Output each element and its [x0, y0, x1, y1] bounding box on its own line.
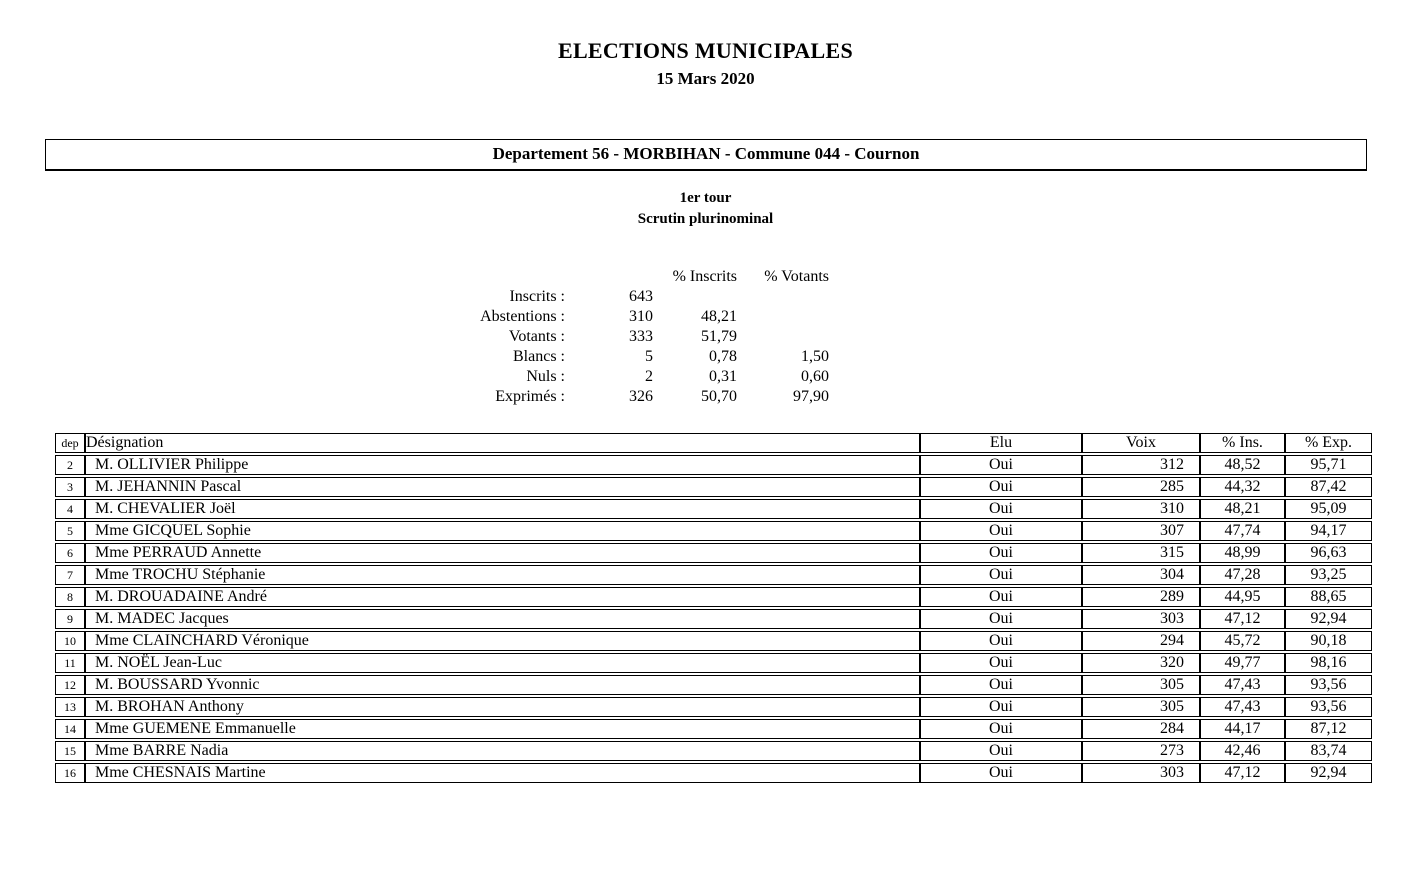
- summary-pct-votants: 1,50: [801, 348, 829, 365]
- summary-label: Blancs :: [513, 348, 565, 365]
- summary-pct-inscrits: 50,70: [701, 388, 737, 405]
- result-voix: 305: [1082, 697, 1200, 717]
- summary-pct-inscrits: 0,78: [709, 348, 737, 365]
- result-elu: Oui: [920, 763, 1082, 783]
- page-title: ELECTIONS MUNICIPALES: [557, 38, 853, 63]
- result-designation: M. BOUSSARD Yvonnic: [85, 675, 920, 695]
- results-header-row: [55, 433, 1372, 453]
- summary-count: 333: [629, 328, 653, 345]
- result-pct-ins: 42,46: [1200, 741, 1285, 761]
- result-pct-exp: 87,42: [1285, 477, 1372, 497]
- result-pct-exp: 83,74: [1285, 741, 1372, 761]
- result-pct-ins: 44,95: [1200, 587, 1285, 607]
- summary-body: [365, 287, 829, 407]
- result-pct-ins: 47,43: [1200, 697, 1285, 717]
- summary-row: [365, 327, 829, 347]
- result-pct-exp: 92,94: [1285, 609, 1372, 629]
- result-pct-ins: 48,21: [1200, 499, 1285, 519]
- result-pct-ins: 47,74: [1200, 521, 1285, 541]
- table-row: [55, 565, 1372, 585]
- summary-header-pct-inscrits: % Inscrits: [672, 268, 737, 285]
- result-elu: Oui: [920, 741, 1082, 761]
- result-pct-ins: 44,32: [1200, 477, 1285, 497]
- result-pct-exp: 94,17: [1285, 521, 1372, 541]
- result-pct-ins: 48,52: [1200, 455, 1285, 475]
- result-pct-ins: 49,77: [1200, 653, 1285, 673]
- result-designation: M. MADEC Jacques: [85, 609, 920, 629]
- result-pct-exp: 95,09: [1285, 499, 1372, 519]
- table-row: [55, 477, 1372, 497]
- round-scrutin: Scrutin plurinominal: [637, 211, 774, 227]
- column-header-dep: dep: [55, 433, 85, 453]
- round-block: [0, 188, 1411, 230]
- column-header-pct-ins: % Ins.: [1200, 433, 1285, 453]
- result-dep: 5: [55, 521, 85, 541]
- result-voix: 307: [1082, 521, 1200, 541]
- result-elu: Oui: [920, 499, 1082, 519]
- table-row: [55, 697, 1372, 717]
- result-pct-ins: 47,12: [1200, 609, 1285, 629]
- table-row: [55, 521, 1372, 541]
- result-designation: M. DROUADAINE André: [85, 587, 920, 607]
- result-voix: 320: [1082, 653, 1200, 673]
- result-voix: 294: [1082, 631, 1200, 651]
- result-elu: Oui: [920, 653, 1082, 673]
- result-voix: 285: [1082, 477, 1200, 497]
- result-dep: 8: [55, 587, 85, 607]
- result-voix: 284: [1082, 719, 1200, 739]
- result-dep: 4: [55, 499, 85, 519]
- result-pct-ins: 44,17: [1200, 719, 1285, 739]
- result-dep: 13: [55, 697, 85, 717]
- summary-label: Exprimés :: [495, 388, 565, 405]
- table-row: [55, 653, 1372, 673]
- result-elu: Oui: [920, 521, 1082, 541]
- location-banner: Departement 56 - MORBIHAN - Commune 044 - Cournon: [45, 139, 1367, 171]
- result-dep: 16: [55, 763, 85, 783]
- result-voix: 273: [1082, 741, 1200, 761]
- summary-label: Nuls :: [526, 368, 565, 385]
- result-pct-exp: 93,56: [1285, 697, 1372, 717]
- summary-row: [365, 307, 829, 327]
- table-row: [55, 675, 1372, 695]
- result-designation: M. OLLIVIER Philippe: [85, 455, 920, 475]
- result-pct-exp: 95,71: [1285, 455, 1372, 475]
- table-row: [55, 499, 1372, 519]
- round-tour: 1er tour: [679, 190, 732, 206]
- result-elu: Oui: [920, 565, 1082, 585]
- result-pct-ins: 47,43: [1200, 675, 1285, 695]
- result-elu: Oui: [920, 609, 1082, 629]
- summary-header-pct-votants: % Votants: [764, 268, 829, 285]
- result-dep: 2: [55, 455, 85, 475]
- result-dep: 15: [55, 741, 85, 761]
- result-pct-exp: 87,12: [1285, 719, 1372, 739]
- result-dep: 6: [55, 543, 85, 563]
- result-designation: M. CHEVALIER Joël: [85, 499, 920, 519]
- table-row: [55, 609, 1372, 629]
- results-body: [55, 455, 1372, 783]
- result-pct-exp: 90,18: [1285, 631, 1372, 651]
- summary-pct-inscrits: [653, 287, 737, 307]
- result-pct-ins: 45,72: [1200, 631, 1285, 651]
- result-elu: Oui: [920, 543, 1082, 563]
- result-pct-ins: 47,12: [1200, 763, 1285, 783]
- summary-label: Abstentions :: [480, 308, 565, 325]
- summary-header-spacer: [565, 267, 653, 287]
- column-header-elu: Elu: [920, 433, 1082, 453]
- title-block: [0, 38, 1411, 89]
- column-header-voix: Voix: [1082, 433, 1200, 453]
- summary-header-spacer: [365, 267, 565, 287]
- summary-pct-votants: [737, 327, 829, 347]
- summary-header-row: [365, 267, 829, 287]
- result-elu: Oui: [920, 631, 1082, 651]
- result-designation: Mme BARRE Nadia: [85, 741, 920, 761]
- summary-pct-inscrits: 0,31: [709, 368, 737, 385]
- result-pct-ins: 48,99: [1200, 543, 1285, 563]
- result-voix: 312: [1082, 455, 1200, 475]
- result-dep: 14: [55, 719, 85, 739]
- result-voix: 303: [1082, 763, 1200, 783]
- result-elu: Oui: [920, 719, 1082, 739]
- result-dep: 11: [55, 653, 85, 673]
- result-dep: 7: [55, 565, 85, 585]
- summary-pct-inscrits: 51,79: [701, 328, 737, 345]
- summary-table: [365, 267, 829, 407]
- result-pct-exp: 93,56: [1285, 675, 1372, 695]
- summary-label: Inscrits :: [509, 288, 565, 305]
- summary-pct-inscrits: 48,21: [701, 308, 737, 325]
- result-designation: Mme PERRAUD Annette: [85, 543, 920, 563]
- summary-count: 2: [645, 368, 653, 385]
- result-pct-exp: 88,65: [1285, 587, 1372, 607]
- summary-count: 5: [645, 348, 653, 365]
- result-pct-exp: 98,16: [1285, 653, 1372, 673]
- table-row: [55, 631, 1372, 651]
- table-row: [55, 719, 1372, 739]
- result-elu: Oui: [920, 587, 1082, 607]
- result-designation: Mme CLAINCHARD Véronique: [85, 631, 920, 651]
- table-row: [55, 455, 1372, 475]
- summary-pct-votants: 97,90: [793, 388, 829, 405]
- results-table: [55, 431, 1372, 785]
- summary-count: 326: [629, 388, 653, 405]
- summary-label: Votants :: [508, 328, 565, 345]
- result-designation: Mme GUEMENE Emmanuelle: [85, 719, 920, 739]
- result-designation: Mme CHESNAIS Martine: [85, 763, 920, 783]
- result-dep: 9: [55, 609, 85, 629]
- result-voix: 315: [1082, 543, 1200, 563]
- result-pct-exp: 96,63: [1285, 543, 1372, 563]
- summary-pct-votants: 0,60: [801, 368, 829, 385]
- result-voix: 304: [1082, 565, 1200, 585]
- table-row: [55, 543, 1372, 563]
- result-dep: 12: [55, 675, 85, 695]
- election-date: 15 Mars 2020: [656, 69, 755, 88]
- result-dep: 10: [55, 631, 85, 651]
- result-pct-ins: 47,28: [1200, 565, 1285, 585]
- table-row: [55, 587, 1372, 607]
- result-elu: Oui: [920, 477, 1082, 497]
- result-pct-exp: 93,25: [1285, 565, 1372, 585]
- result-designation: Mme TROCHU Stéphanie: [85, 565, 920, 585]
- result-designation: Mme GICQUEL Sophie: [85, 521, 920, 541]
- summary-row: [365, 287, 829, 307]
- result-elu: Oui: [920, 675, 1082, 695]
- result-pct-exp: 92,94: [1285, 763, 1372, 783]
- summary-pct-votants: [737, 307, 829, 327]
- summary-count: 643: [629, 288, 653, 305]
- table-row: [55, 741, 1372, 761]
- summary-count: 310: [629, 308, 653, 325]
- summary-row: [365, 367, 829, 387]
- result-voix: 305: [1082, 675, 1200, 695]
- result-designation: M. JEHANNIN Pascal: [85, 477, 920, 497]
- column-header-designation: Désignation: [85, 433, 920, 453]
- column-header-pct-exp: % Exp.: [1285, 433, 1372, 453]
- summary-row: [365, 347, 829, 367]
- result-designation: M. NOËL Jean-Luc: [85, 653, 920, 673]
- result-elu: Oui: [920, 455, 1082, 475]
- result-voix: 310: [1082, 499, 1200, 519]
- result-designation: M. BROHAN Anthony: [85, 697, 920, 717]
- summary-row: [365, 387, 829, 407]
- result-voix: 303: [1082, 609, 1200, 629]
- summary-pct-votants: [737, 287, 829, 307]
- result-elu: Oui: [920, 697, 1082, 717]
- table-row: [55, 763, 1372, 783]
- result-voix: 289: [1082, 587, 1200, 607]
- result-dep: 3: [55, 477, 85, 497]
